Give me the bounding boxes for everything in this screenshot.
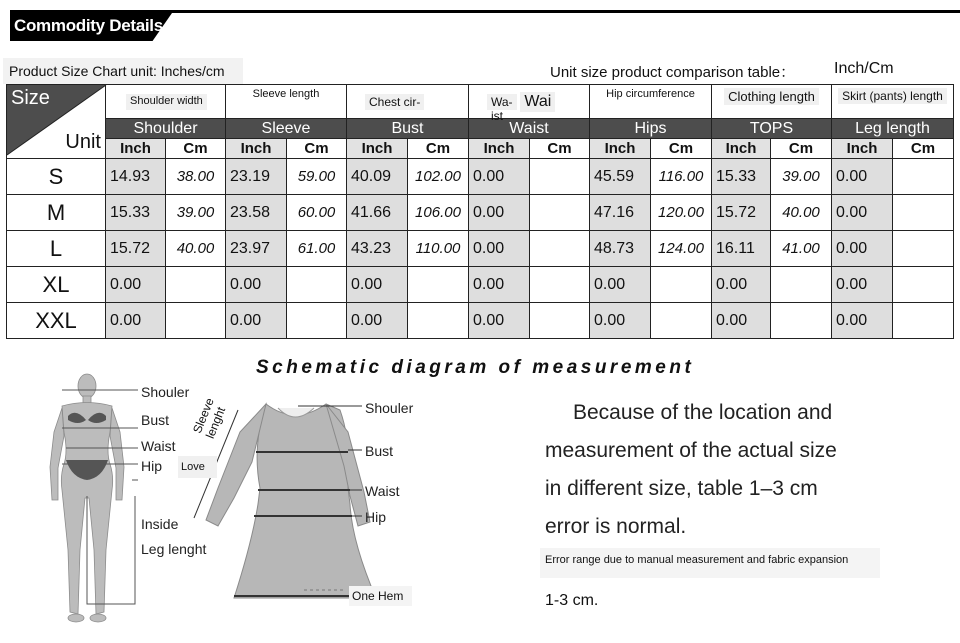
size-cell: M <box>7 195 106 231</box>
cm-cell: 40.00 <box>771 195 832 231</box>
inch-cell: 0.00 <box>712 303 771 339</box>
cm-cell: 120.00 <box>651 195 712 231</box>
cm-cell: 106.00 <box>408 195 469 231</box>
inch-cell: 45.59 <box>590 159 651 195</box>
group-waist: Waist <box>469 119 590 139</box>
inch-cell: 41.66 <box>347 195 408 231</box>
cm-cell <box>166 303 226 339</box>
inch-cell: 0.00 <box>590 267 651 303</box>
unit-inch-header: Inch <box>590 139 651 159</box>
unit-row <box>7 139 954 159</box>
group-bust: Bust <box>347 119 469 139</box>
unit-cm-header: Cm <box>166 139 226 159</box>
inch-cell: 48.73 <box>590 231 651 267</box>
cm-cell <box>893 159 954 195</box>
cm-cell <box>530 231 590 267</box>
body-figure <box>40 372 200 634</box>
inch-cell: 0.00 <box>106 303 166 339</box>
corner-unit-label: Unit <box>65 131 101 153</box>
unit-inch-header: Inch <box>226 139 287 159</box>
cm-cell <box>893 267 954 303</box>
cm-cell: 40.00 <box>166 231 226 267</box>
body-label-leg-length: Leg lenght <box>141 541 207 557</box>
cm-cell: 102.00 <box>408 159 469 195</box>
body-label-shoulder: Shouler <box>141 384 190 400</box>
inch-cell: 0.00 <box>712 267 771 303</box>
inch-cell: 23.58 <box>226 195 287 231</box>
inch-cell: 0.00 <box>106 267 166 303</box>
comparison-table-unit: Inch/Cm <box>834 60 894 77</box>
dress-label-sleeve: Sleeve lenght <box>190 395 229 441</box>
inch-cell: 0.00 <box>226 267 287 303</box>
label-clothing-length: Clothing length <box>712 85 832 119</box>
cm-cell: 60.00 <box>287 195 347 231</box>
error-value: 1-3 cm. <box>545 592 599 609</box>
cm-cell <box>893 195 954 231</box>
dress-label-hem: One Hem <box>349 586 412 606</box>
cm-cell: 59.00 <box>287 159 347 195</box>
unit-inch-header: Inch <box>832 139 893 159</box>
inch-cell: 16.11 <box>712 231 771 267</box>
table-corner <box>7 85 106 159</box>
table-row <box>7 303 954 339</box>
cm-cell <box>408 303 469 339</box>
inch-cell: 15.72 <box>712 195 771 231</box>
inch-cell: 15.72 <box>106 231 166 267</box>
unit-inch-header: Inch <box>712 139 771 159</box>
inch-cell: 0.00 <box>469 195 530 231</box>
cm-cell <box>287 267 347 303</box>
unit-cm-header: Cm <box>893 139 954 159</box>
size-cell: XL <box>7 267 106 303</box>
label-hip: Hip circumference <box>590 85 712 119</box>
table-row <box>7 231 954 267</box>
inch-cell: 0.00 <box>832 231 893 267</box>
inch-cell: 0.00 <box>832 195 893 231</box>
inch-cell: 0.00 <box>347 303 408 339</box>
note-line: Because of the location and <box>573 401 833 424</box>
cm-cell <box>893 303 954 339</box>
cm-cell: 41.00 <box>771 231 832 267</box>
cm-cell: 39.00 <box>771 159 832 195</box>
cm-cell: 110.00 <box>408 231 469 267</box>
body-label-waist: Waist <box>141 438 176 454</box>
inch-cell: 0.00 <box>226 303 287 339</box>
inch-cell: 0.00 <box>832 159 893 195</box>
inch-cell: 15.33 <box>712 159 771 195</box>
inch-cell: 0.00 <box>469 267 530 303</box>
unit-cm-header: Cm <box>651 139 712 159</box>
cm-cell <box>530 303 590 339</box>
inch-cell: 0.00 <box>832 267 893 303</box>
label-skirt-length: Skirt (pants) length <box>832 85 954 119</box>
inch-cell: 0.00 <box>469 303 530 339</box>
cm-cell: 61.00 <box>287 231 347 267</box>
group-tops: TOPS <box>712 119 832 139</box>
table-row <box>7 159 954 195</box>
dress-label-shoulder: Shouler <box>365 400 414 416</box>
inch-cell: 15.33 <box>106 195 166 231</box>
size-cell: XXL <box>7 303 106 339</box>
inch-cell: 23.97 <box>226 231 287 267</box>
size-cell: S <box>7 159 106 195</box>
cm-cell <box>530 267 590 303</box>
cm-cell: 38.00 <box>166 159 226 195</box>
page-title: Commodity Details <box>14 16 163 35</box>
inch-cell: 0.00 <box>832 303 893 339</box>
inch-cell: 23.19 <box>226 159 287 195</box>
group-leg-length: Leg length <box>832 119 954 139</box>
inch-cell: 47.16 <box>590 195 651 231</box>
size-cell: L <box>7 231 106 267</box>
cm-cell <box>893 231 954 267</box>
unit-cm-header: Cm <box>408 139 469 159</box>
note-line: measurement of the actual size <box>545 439 837 462</box>
cm-cell: 39.00 <box>166 195 226 231</box>
cm-cell <box>771 267 832 303</box>
cm-cell <box>166 267 226 303</box>
cm-cell: 124.00 <box>651 231 712 267</box>
unit-cm-header: Cm <box>530 139 590 159</box>
group-shoulder: Shoulder <box>106 119 226 139</box>
label-sleeve: Sleeve length <box>226 85 347 119</box>
comparison-table-note: Unit size product comparison table： <box>550 64 796 81</box>
group-sleeve: Sleeve <box>226 119 347 139</box>
cm-cell <box>530 195 590 231</box>
cm-cell <box>651 267 712 303</box>
corner-size-label: Size <box>11 87 50 109</box>
body-label-bust: Bust <box>141 412 170 428</box>
unit-cm-header: Cm <box>771 139 832 159</box>
inch-cell: 43.23 <box>347 231 408 267</box>
unit-inch-header: Inch <box>347 139 408 159</box>
size-chart-unit-note: Product Size Chart unit: Inches/cm <box>3 58 243 84</box>
label-shoulder: Shoulder width <box>106 85 226 119</box>
size-chart-table <box>6 84 954 339</box>
note-line: in different size, table 1–3 cm <box>545 477 818 500</box>
error-caption: Error range due to manual measurement and fabric expansion <box>540 548 880 578</box>
cm-cell <box>408 267 469 303</box>
body-label-hip: Hip <box>141 458 163 474</box>
body-label-inside: Inside <box>141 516 179 532</box>
cm-cell <box>771 303 832 339</box>
inch-cell: 0.00 <box>469 159 530 195</box>
cm-cell: 116.00 <box>651 159 712 195</box>
dress-label-hip: Hip <box>365 509 387 525</box>
measurement-note <box>545 394 955 546</box>
group-hips: Hips <box>590 119 712 139</box>
table-row <box>7 267 954 303</box>
label-waist: Wa-ist Wai <box>469 85 590 119</box>
unit-inch-header: Inch <box>469 139 530 159</box>
dress-label-love: Love <box>178 456 217 478</box>
inch-cell: 40.09 <box>347 159 408 195</box>
diagram-title: Schematic diagram of measurement <box>256 357 695 378</box>
inch-cell: 0.00 <box>590 303 651 339</box>
label-chest: Chest cir- <box>347 85 469 119</box>
table-row <box>7 195 954 231</box>
dress-label-bust: Bust <box>365 443 394 459</box>
cm-cell <box>530 159 590 195</box>
cm-cell <box>651 303 712 339</box>
note-line: error is normal. <box>545 515 687 538</box>
dress-label-waist: Waist <box>365 483 400 499</box>
unit-inch-header: Inch <box>106 139 166 159</box>
inch-cell: 0.00 <box>347 267 408 303</box>
unit-cm-header: Cm <box>287 139 347 159</box>
header-rule <box>10 10 960 13</box>
inch-cell: 14.93 <box>106 159 166 195</box>
cm-cell <box>287 303 347 339</box>
inch-cell: 0.00 <box>469 231 530 267</box>
